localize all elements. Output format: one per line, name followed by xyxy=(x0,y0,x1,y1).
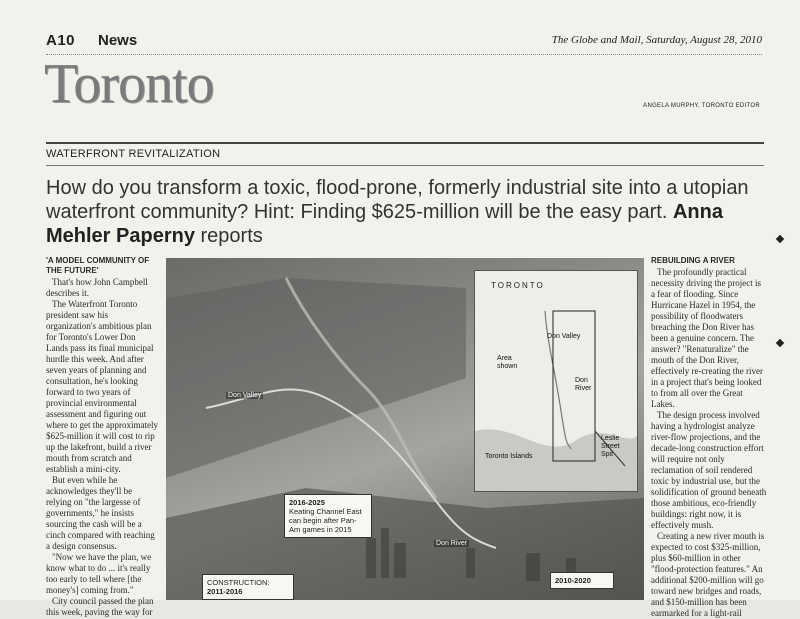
margin-mark xyxy=(776,235,784,243)
folio-bar xyxy=(46,30,762,52)
left-paragraph: But even while he acknowledges they'll be relying on "the largesse of governments," he insists sourcing the cash will be a cinch compared with reaching a design consensus. xyxy=(46,475,155,551)
callout-label: CONSTRUCTION: xyxy=(207,578,270,587)
divider-rule-thin xyxy=(46,165,764,166)
right-paragraph: The profoundly practical necessity driving the project is a fear of flooding. Since Hurricane Hazel in 1954, the possibility of floodwaters breaching the Don River has been a genuine concern. The answer? "Renaturalize" the mouth of the Don River, effectively re-creating the river in a project that's being looked to from all over the Great Lakes. xyxy=(651,267,764,409)
right-column xyxy=(651,256,767,619)
section-masthead: Toronto xyxy=(44,53,214,115)
article-deck xyxy=(46,176,766,248)
section-name: News xyxy=(98,32,138,49)
inset-title: TORONTO xyxy=(491,281,545,290)
left-paragraph: The Waterfront Toronto president saw his organization's ambitious plan for Toronto's Lower Don Lands pass its final municipal hurdle this week. And after seven years of planning and consultation, he's looking forward to two years of provincial environmental assessment and figuring out where to get the approximately $625-million it will cost to rip up the lakefront, build a river mouth from scratch and establish a mini-city. xyxy=(46,299,158,474)
paper-dateline: The Globe and Mail, Saturday, August 28, 2010 xyxy=(551,34,762,46)
deck-text: How do you transform a toxic, flood-prone, formerly industrial site into a utopian waterfront community? Hint: Finding $625-million will be the easy part. xyxy=(46,177,749,223)
callout-years: 2016-2025 xyxy=(289,498,325,507)
inset-label-area-shown: Area shown xyxy=(497,355,518,370)
editor-credit: ANGELA MURPHY, TORONTO EDITOR xyxy=(643,103,760,109)
inset-map xyxy=(474,270,638,492)
left-column xyxy=(46,256,158,618)
right-column-heading: REBUILDING A RIVER xyxy=(651,256,735,265)
left-paragraph: "Now we have the plan, we know what to do ... it's really too early to tell where [the money's] coming from." xyxy=(46,552,152,595)
photo-label-don-valley: Don Valley xyxy=(228,392,262,399)
callout-text: Keating Channel East can begin after Pan-Am games in 2015 xyxy=(289,507,362,534)
left-column-heading: 'A MODEL COMMUNITY OF THE FUTURE' xyxy=(46,256,150,275)
callout-years: 2011-2016 xyxy=(207,587,243,596)
byline-suffix: reports xyxy=(200,225,263,247)
margin-mark xyxy=(776,339,784,347)
right-paragraph: The design process involved having a hydrologist analyze river-flow projections, and the decade-long construction effort will require not only reclamation of soil rendered toxic by industrial use, but the solidification of ground beneath those ambitious, eco-friendly buildings: right now, it is effectively mush. xyxy=(651,410,767,530)
left-paragraph: That's how John Campbell describes it. xyxy=(46,277,148,298)
callout-construction xyxy=(202,574,294,600)
inset-label-don-river: Don River xyxy=(575,377,592,392)
divider-rule xyxy=(46,142,764,144)
callout-years: 2010-2020 xyxy=(555,576,591,585)
right-paragraph: Creating a new river mouth is expected to cost $325-million, plus $60-million in other "flood-protection features." An additional $200-million will go toward new bridges and roads, and $150-million has been earmarked for a light-rail xyxy=(651,531,765,618)
inset-label-don-valley: Don Valley xyxy=(547,333,581,340)
callout-keating-channel xyxy=(284,494,372,538)
callout-2010-2020 xyxy=(550,572,614,589)
aerial-photo-graphic xyxy=(166,258,644,600)
page-number: A10 xyxy=(46,32,76,49)
inset-label-leslie-street-spit: Leslie Street Spit xyxy=(601,435,620,458)
photo-label-don-river: Don River xyxy=(436,540,468,547)
byline: Anna Mehler Paperny xyxy=(46,201,723,247)
article-kicker: WATERFRONT REVITALIZATION xyxy=(46,148,221,160)
left-paragraph: City council passed the plan this week, paving the way for xyxy=(46,596,154,617)
inset-label-toronto-islands: Toronto Islands xyxy=(485,453,533,460)
